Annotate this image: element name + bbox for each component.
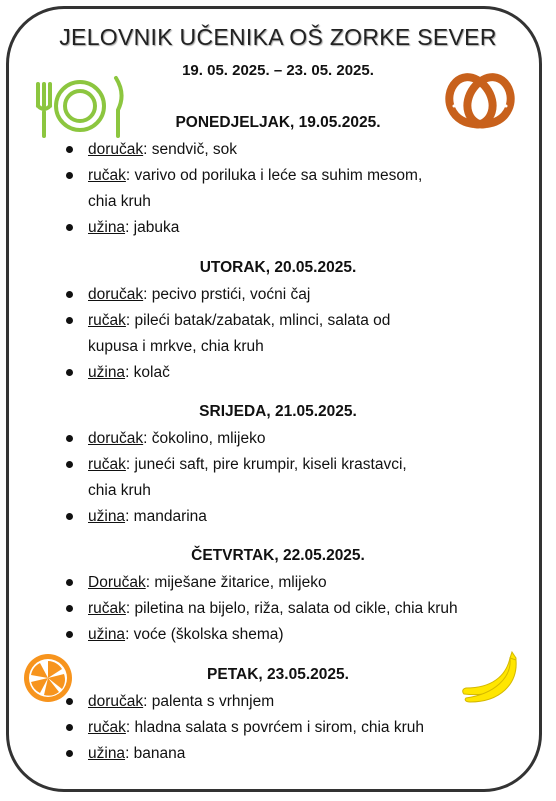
list-item bbox=[66, 622, 526, 648]
list-item bbox=[66, 137, 526, 163]
meal-food: : palenta s vrhnjem bbox=[143, 693, 275, 710]
meal-food: : čokolino, mlijeko bbox=[143, 430, 266, 447]
meal-list-tuesday bbox=[66, 282, 526, 386]
meal-food: : banana bbox=[125, 745, 186, 762]
meal-food: : kolač bbox=[125, 364, 170, 381]
list-item bbox=[66, 570, 526, 596]
meal-name: doručak bbox=[88, 286, 144, 303]
list-item bbox=[66, 360, 526, 386]
list-item bbox=[66, 715, 526, 741]
day-heading-wednesday: SRIJEDA, 21.05.2025. bbox=[199, 403, 357, 420]
meal-name: užina bbox=[88, 745, 126, 762]
day-heading-friday: PETAK, 23.05.2025. bbox=[207, 666, 349, 683]
meal-list-wednesday bbox=[66, 426, 526, 530]
meal-name: Doručak bbox=[88, 574, 146, 591]
list-item bbox=[66, 741, 526, 767]
list-item bbox=[66, 452, 526, 504]
page-title: JELOVNIK UČENIKA OŠ ZORKE SEVER bbox=[59, 24, 497, 50]
day-heading-tuesday: UTORAK, 20.05.2025. bbox=[199, 259, 357, 276]
meal-name: doručak bbox=[88, 141, 144, 158]
meal-food: : pecivo prstići, voćni čaj bbox=[143, 286, 311, 303]
meal-list-monday bbox=[66, 137, 526, 241]
meal-name: užina bbox=[88, 626, 126, 643]
meal-name: užina bbox=[88, 508, 126, 525]
meal-food: : sendvič, sok bbox=[143, 141, 238, 158]
list-item bbox=[66, 163, 526, 215]
meal-list-thursday bbox=[66, 570, 526, 648]
meal-name: doručak bbox=[88, 693, 144, 710]
meal-food: : varivo od poriluka i leće sa suhim mesom, bbox=[125, 167, 423, 184]
meal-name: ručak bbox=[88, 456, 126, 473]
meal-food: : jabuka bbox=[125, 219, 180, 236]
meal-food: : hladna salata s povrćem i sirom, chia kruh bbox=[125, 719, 424, 736]
meal-food: : mandarina bbox=[125, 508, 207, 525]
list-item bbox=[66, 426, 526, 452]
meal-name: užina bbox=[88, 364, 126, 381]
meal-name: ručak bbox=[88, 312, 126, 329]
meal-food: : juneći saft, pire krumpir, kiseli krastavci, bbox=[125, 456, 407, 473]
meal-name: ručak bbox=[88, 719, 126, 736]
meal-list-friday bbox=[66, 689, 526, 767]
meal-name: doručak bbox=[88, 430, 144, 447]
meal-food-continued: kupusa i mrkve, chia kruh bbox=[88, 338, 264, 355]
day-heading-monday: PONEDJELJAK, 19.05.2025. bbox=[175, 114, 381, 131]
meal-food-continued: chia kruh bbox=[88, 482, 151, 499]
list-item bbox=[66, 596, 526, 622]
list-item bbox=[66, 504, 526, 530]
meal-food: : voće (školska shema) bbox=[125, 626, 284, 643]
meal-food: : pileći batak/zabatak, mlinci, salata od bbox=[125, 312, 391, 329]
list-item bbox=[66, 689, 526, 715]
meal-name: ručak bbox=[88, 600, 126, 617]
day-heading-thursday: ČETVRTAK, 22.05.2025. bbox=[191, 547, 365, 564]
list-item bbox=[66, 215, 526, 241]
date-range: 19. 05. 2025. – 23. 05. 2025. bbox=[182, 62, 374, 79]
meal-name: ručak bbox=[88, 167, 126, 184]
meal-food: : miješane žitarice, mlijeko bbox=[145, 574, 327, 591]
meal-name: užina bbox=[88, 219, 126, 236]
meal-food-continued: chia kruh bbox=[88, 193, 151, 210]
list-item bbox=[66, 282, 526, 308]
meal-food: : piletina na bijelo, riža, salata od cikle, chia kruh bbox=[125, 600, 458, 617]
list-item bbox=[66, 308, 526, 360]
